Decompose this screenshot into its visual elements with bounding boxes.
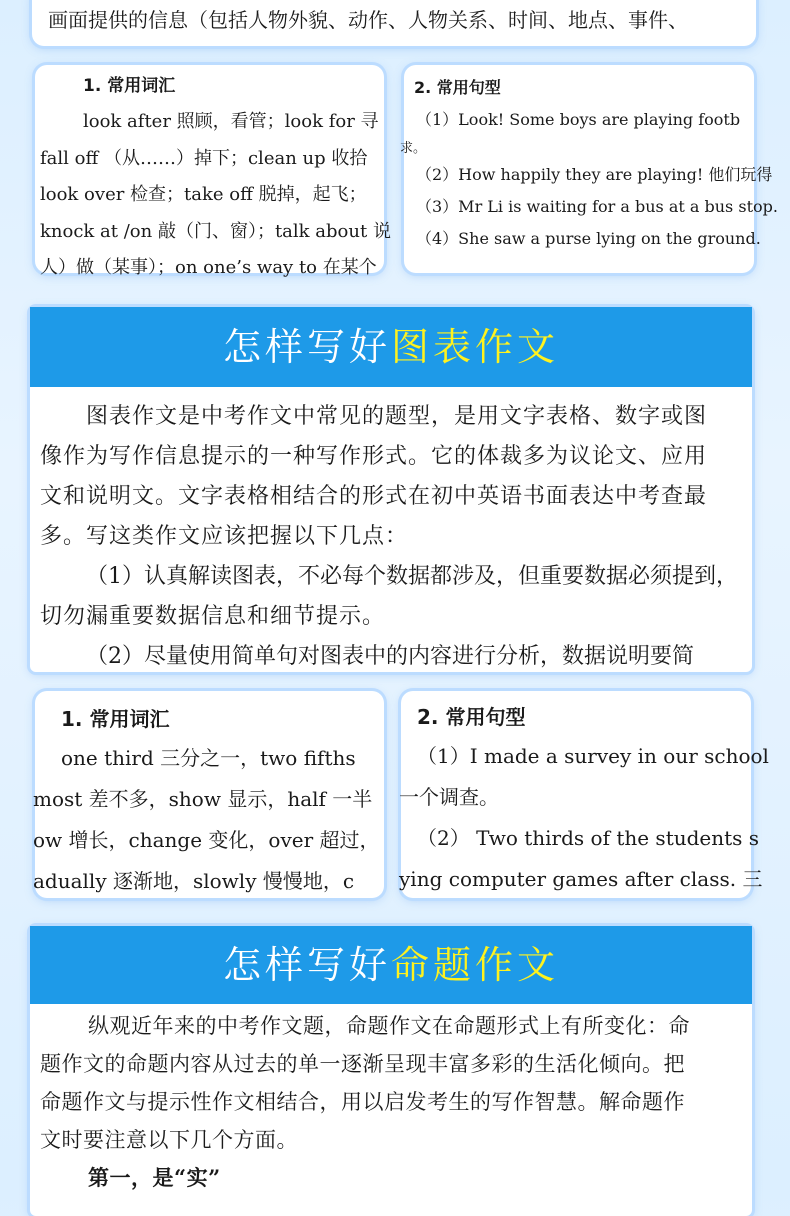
mid-sentences-card	[399, 691, 769, 898]
topic-essay-line: 第一，是“实”	[88, 1165, 221, 1190]
topic-heading-highlight: 命题作文	[391, 943, 560, 987]
small-sentence-line: 求。	[400, 141, 427, 156]
chart-heading-highlight: 图表作文	[391, 325, 560, 369]
chart-essay-line: 像作为写作信息提示的一种写作形式。它的体裁多为议论文、应用	[40, 444, 708, 469]
topic-essay-line: 命题作文与提示性作文相结合，用以启发考生的写作智慧。解命题作	[40, 1090, 685, 1114]
small-vocab-line: look after 照顾，看管；look for 寻	[83, 111, 379, 132]
small-vocab-card	[35, 65, 391, 278]
chart-essay-line: （1）认真解读图表，不必每个数据都涉及，但重要数据必须提到，	[86, 564, 738, 589]
small-sentence-line: （4）She saw a purse lying on the ground.	[416, 229, 761, 248]
mid-sentence-line: 一个调查。	[399, 785, 499, 809]
topic-essay-heading	[30, 926, 752, 1004]
topic-essay-line: 题作文的命题内容从过去的单一逐渐呈现丰富多彩的生活化倾向。把	[40, 1052, 685, 1076]
chart-essay-line: 切勿漏重要数据信息和细节提示。	[40, 604, 386, 629]
mid-sentence-line: （2） Two thirds of the students s	[417, 826, 760, 850]
mid-vocab-card	[35, 691, 384, 898]
topic-essay-line: 文时要注意以下几个方面。	[40, 1128, 298, 1152]
small-sentence-line: （3）Mr Li is waiting for a bus at a bus stop.	[416, 197, 778, 216]
topic-essay-line: 纵观近年来的中考作文题，命题作文在命题形式上有所变化：命	[88, 1014, 690, 1038]
small-vocab-title: 1. 常用词汇	[83, 76, 176, 96]
topic-essay-section	[30, 926, 752, 1216]
mid-sentences-title: 2. 常用句型	[417, 705, 526, 729]
chart-essay-line: 图表作文是中考作文中常见的题型，是用文字表格、数字或图	[86, 404, 708, 429]
small-vocab-line: knock at /on 敲（门、窗）；talk about 说	[40, 221, 391, 242]
small-sentence-line: （1）Look! Some boys are playing footb	[416, 110, 741, 129]
topic-heading-prefix: 怎样写好	[222, 943, 391, 987]
top-strip-card	[32, 0, 756, 46]
chart-heading-prefix: 怎样写好	[222, 325, 391, 369]
small-sentences-title: 2. 常用句型	[414, 78, 501, 97]
mid-vocab-line: ow 增长，change 变化，over 超过，	[33, 828, 380, 852]
top-strip-text: 画面提供的信息（包括人物外貌、动作、人物关系、时间、地点、事件、	[48, 8, 688, 32]
small-vocab-line: 人）做（某事）；on one’s way to 在某个	[40, 257, 377, 278]
chart-essay-line: 文和说明文。文字表格相结合的形式在初中英语书面表达中考查最	[40, 484, 708, 509]
small-sentences-card	[400, 65, 778, 273]
mid-vocab-line: most 差不多，show 显示，half 一半	[33, 787, 373, 811]
chart-essay-line: 多。写这类作文应该把握以下几点：	[40, 524, 409, 549]
small-vocab-line: fall off （从……）掉下；clean up 收拾	[40, 148, 368, 169]
small-sentence-line: （2）How happily they are playing! 他们玩得	[416, 165, 773, 184]
mid-vocab-title: 1. 常用词汇	[61, 707, 170, 731]
small-vocab-line: look over 检查；take off 脱掉，起飞；	[40, 184, 367, 205]
chart-essay-heading	[30, 307, 752, 387]
mid-sentence-line: ying computer games after class. 三	[399, 867, 763, 891]
chart-essay-section	[30, 307, 752, 672]
chart-essay-line: （2）尽量使用简单句对图表中的内容进行分析，数据说明要简	[86, 644, 694, 669]
mid-sentence-line: （1）I made a survey in our school	[417, 744, 769, 768]
mid-vocab-line: adually 逐渐地，slowly 慢慢地，c	[33, 869, 355, 893]
mid-vocab-line: one third 三分之一，two fifths	[61, 746, 356, 770]
